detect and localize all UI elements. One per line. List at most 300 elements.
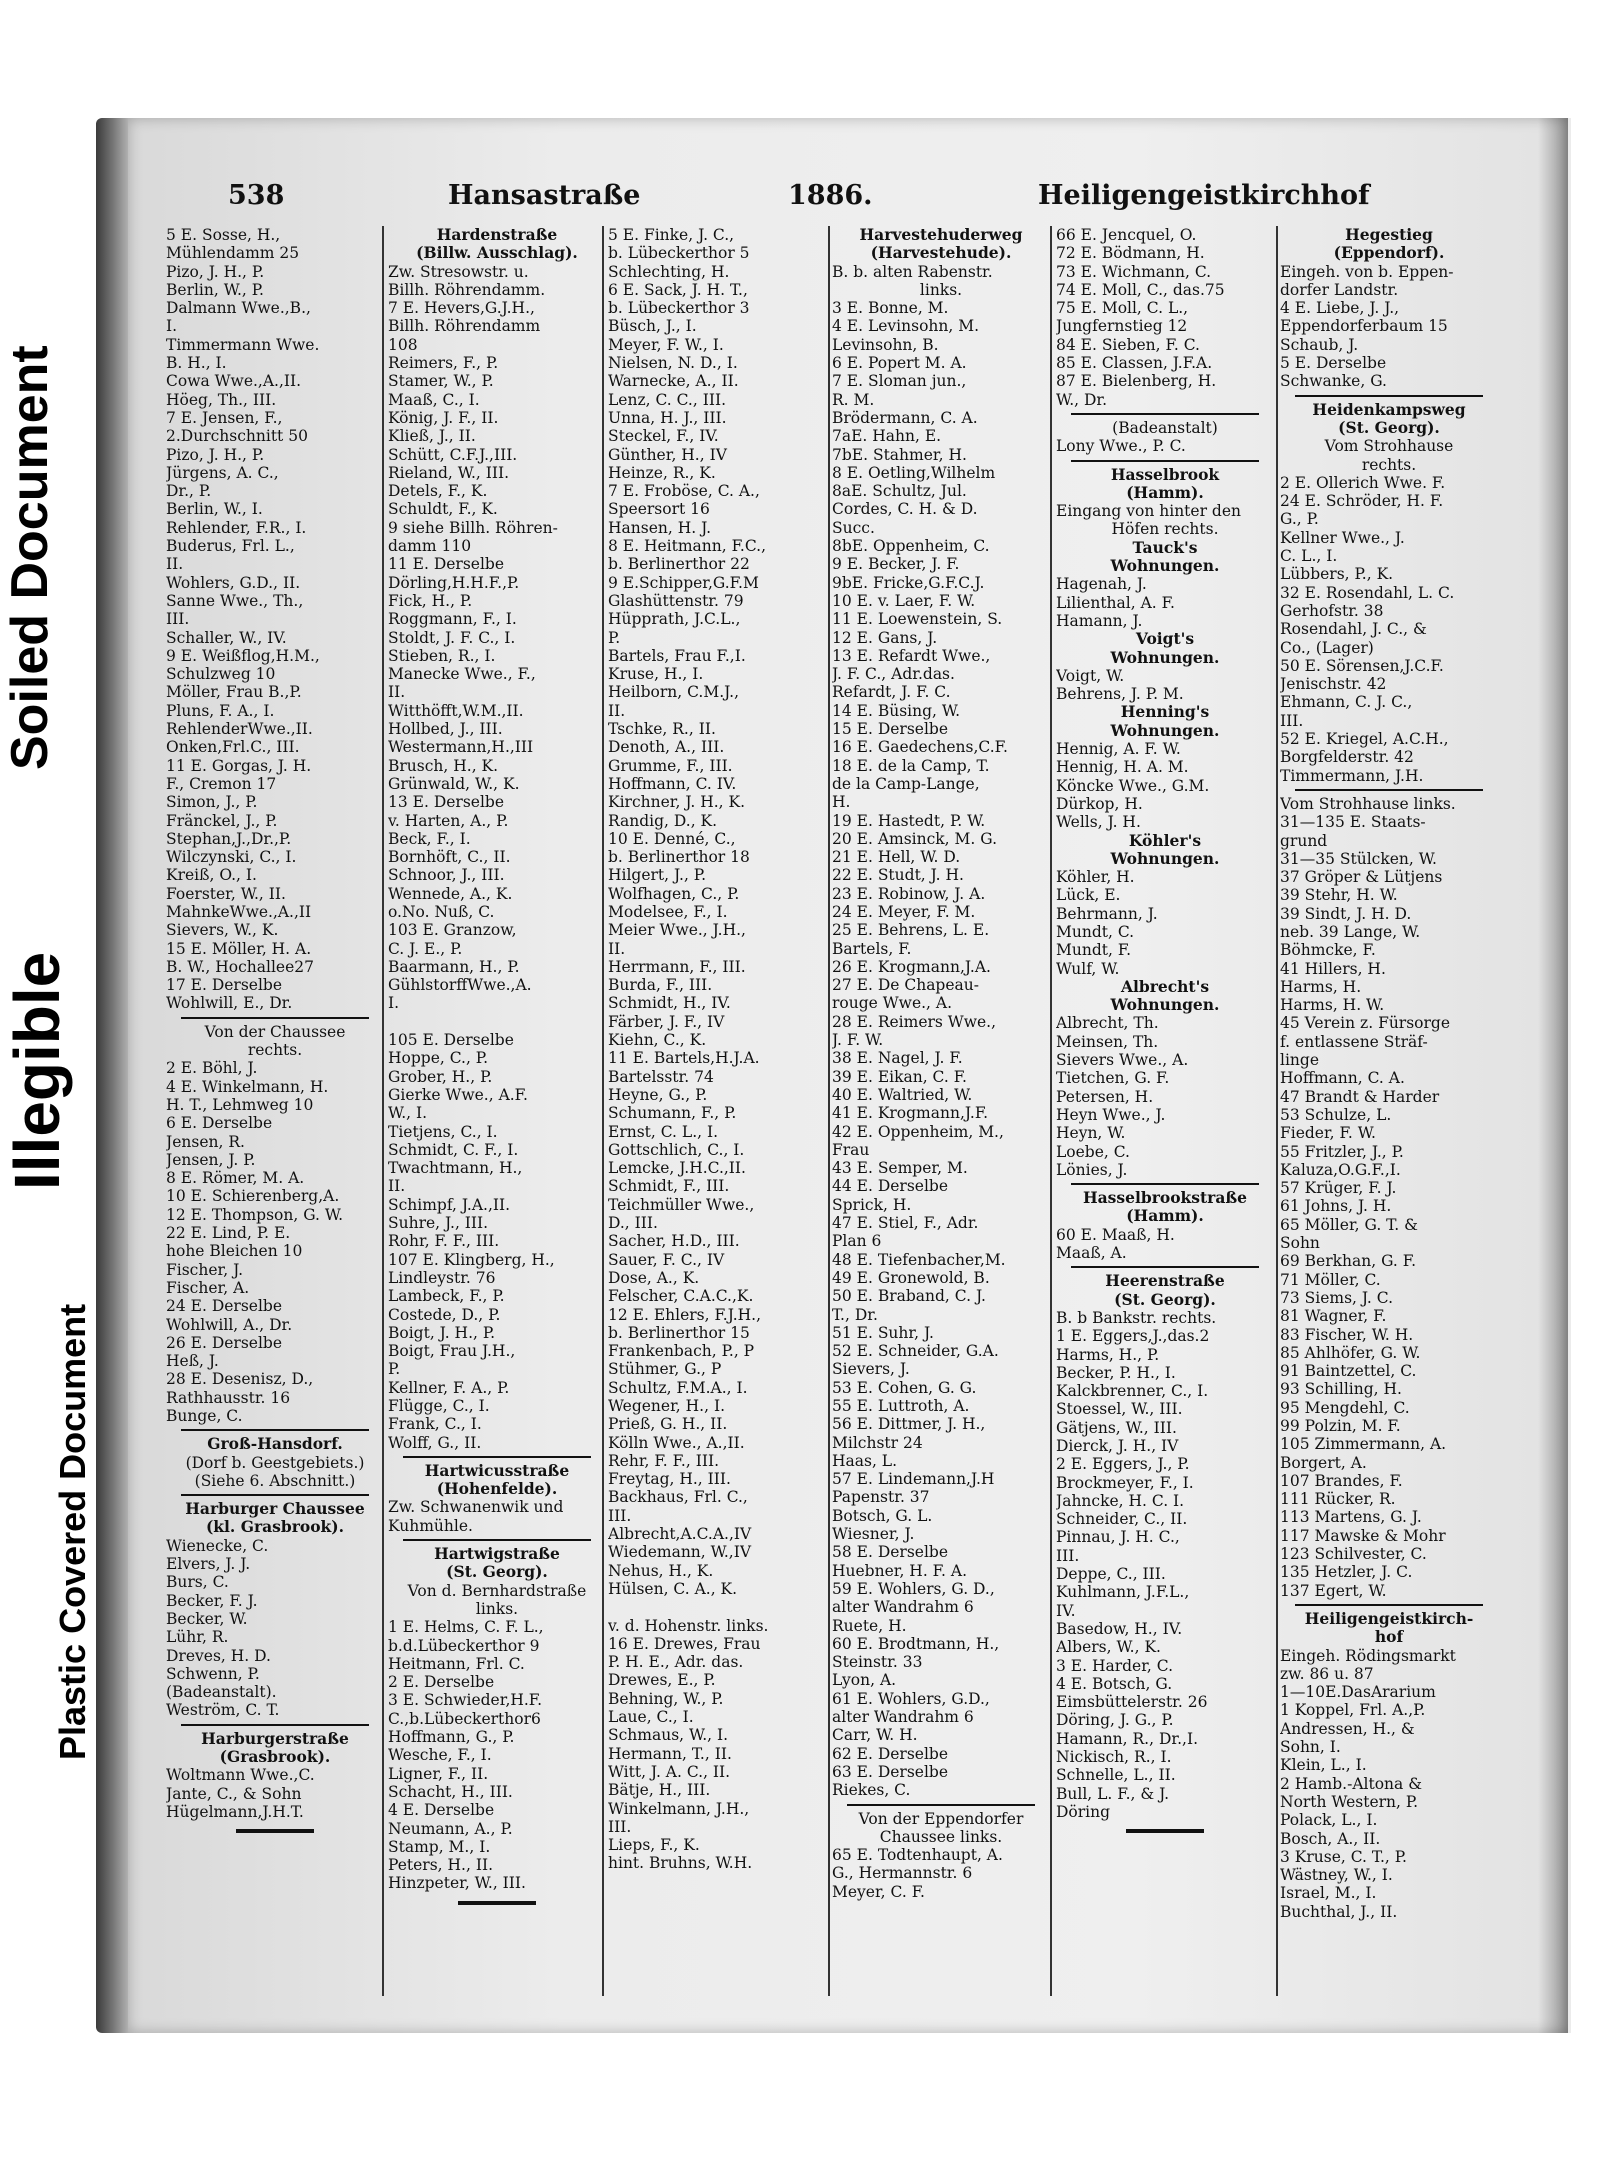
street-heading: (St. Georg). xyxy=(446,1563,548,1582)
directory-entry: Eppendorferbaum 15 xyxy=(1280,317,1448,336)
directory-entry: III. xyxy=(166,610,190,629)
street-heading: (Grasbrook). xyxy=(219,1748,331,1767)
directory-entry: 123 Schilvester, C. xyxy=(1280,1545,1427,1564)
directory-entry: 2 E. Böhl, J. xyxy=(166,1059,258,1078)
directory-entry: 3 E. Bonne, M. xyxy=(832,299,949,318)
directory-entry: links. xyxy=(919,280,963,299)
directory-entry: Schnoor, J., III. xyxy=(388,866,505,885)
directory-entry: 44 E. Derselbe xyxy=(832,1177,949,1196)
directory-entry: C. J. E., P. xyxy=(388,939,463,958)
directory-entry: Fischer, J. xyxy=(166,1260,244,1279)
directory-entry: Drewes, E., P. xyxy=(608,1671,716,1690)
directory-entry: Vom Strohhause links. xyxy=(1280,794,1456,813)
directory-entry: 24 E. Derselbe xyxy=(166,1297,283,1316)
directory-entry: Prieß, G. H., II. xyxy=(608,1415,728,1434)
directory-entry: RehlenderWwe.,II. xyxy=(166,720,313,739)
directory-entry: III. xyxy=(608,1817,632,1836)
directory-entry: 7 E. Jensen, F., xyxy=(166,408,283,427)
section-rule xyxy=(181,1429,369,1431)
directory-entry: 40 E. Waltried, W. xyxy=(832,1085,973,1104)
section-rule xyxy=(1295,789,1483,791)
directory-entry: Pizo, J. H., P. xyxy=(166,445,265,464)
directory-entry: Eingeh. von b. Eppen- xyxy=(1280,262,1454,281)
directory-entry: Herrmann, F., III. xyxy=(608,957,746,976)
directory-entry: Grumme, F., III. xyxy=(608,756,733,775)
directory-entry: Heß, J. xyxy=(166,1352,219,1371)
directory-entry: 39 Stehr, H. W. xyxy=(1280,886,1398,905)
column-3 xyxy=(608,226,826,1996)
directory-entry: Frankenbach, P., P xyxy=(608,1342,755,1361)
directory-entry: 21 E. Hell, W. D. xyxy=(832,848,961,867)
directory-entry: Jensen, J. P. xyxy=(166,1150,256,1169)
directory-entry: Klein, L., I. xyxy=(1280,1756,1367,1775)
directory-entry: Winkelmann, J.H., xyxy=(608,1799,750,1818)
directory-entry: W., I. xyxy=(388,1104,428,1123)
directory-entry: 87 E. Bielenberg, H. xyxy=(1056,372,1217,391)
directory-entry: Möller, Frau B.,P. xyxy=(166,683,302,702)
directory-entry: Simon, J., P. xyxy=(166,793,258,812)
directory-entry: Milchstr 24 xyxy=(832,1433,923,1452)
directory-entry: Deppe, C., III. xyxy=(1056,1565,1166,1584)
directory-entry: Rosendahl, J. C., & xyxy=(1280,620,1427,639)
directory-entry: Schimpf, J.A.,II. xyxy=(388,1195,511,1214)
directory-entry: Stephan,J.,Dr.,P. xyxy=(166,829,292,848)
directory-entry: Israel, M., I. xyxy=(1280,1884,1377,1903)
directory-entry: Laue, C., I. xyxy=(608,1708,694,1727)
column-divider xyxy=(602,226,604,1996)
directory-entry: Foerster, W., II. xyxy=(166,884,286,903)
directory-entry: 24 E. Meyer, F. M. xyxy=(832,902,976,921)
directory-entry: Grober, H., P. xyxy=(388,1067,493,1086)
section-rule xyxy=(458,1901,536,1905)
section-rule xyxy=(1071,460,1259,462)
directory-entry: 48 E. Tiefenbacher,M. xyxy=(832,1250,1006,1269)
directory-entry: Wohlwill, E., Dr. xyxy=(166,994,293,1013)
directory-entry: Andressen, H., & xyxy=(1280,1719,1415,1738)
directory-entry: Kließ, J., II. xyxy=(388,427,476,446)
directory-entry: Schmidt, F., III. xyxy=(608,1177,730,1196)
directory-entry: H. T., Lehmweg 10 xyxy=(166,1095,314,1114)
street-heading: Harburger Chaussee xyxy=(185,1500,365,1519)
directory-entry: Mundt, F. xyxy=(1056,941,1132,960)
directory-entry: Fieder, F. W. xyxy=(1280,1124,1376,1143)
directory-entry: Speersort 16 xyxy=(608,500,710,519)
directory-entry: Timmermann, J.H. xyxy=(1280,766,1424,785)
directory-entry: Kölln Wwe., A.,II. xyxy=(608,1433,745,1452)
directory-entry: Pinnau, J. H. C., xyxy=(1056,1528,1180,1547)
directory-entry: 61 Johns, J. H. xyxy=(1280,1197,1392,1216)
directory-entry: Berlin, W., I. xyxy=(166,500,263,519)
column-2 xyxy=(388,226,606,1996)
directory-entry: Frau xyxy=(832,1140,870,1159)
directory-entry: Brockmeyer, F., I. xyxy=(1056,1473,1194,1492)
column-1 xyxy=(166,226,384,1996)
directory-entry: Sohn, I. xyxy=(1280,1738,1341,1757)
directory-entry: 137 Egert, W. xyxy=(1280,1581,1387,1600)
directory-entry: b. Berlinerthor 22 xyxy=(608,555,750,574)
directory-entry: Lieps, F., K. xyxy=(608,1836,700,1855)
directory-entry: III. xyxy=(1056,1546,1080,1565)
directory-entry: 7aE. Hahn, E. xyxy=(832,427,942,446)
directory-entry: Heyn Wwe., J. xyxy=(1056,1105,1166,1124)
directory-entry: Schmidt, C. F., I. xyxy=(388,1140,519,1159)
directory-entry: Wesche, F., I. xyxy=(388,1746,492,1765)
directory-entry: 20 E. Amsinck, M. G. xyxy=(832,829,998,848)
directory-entry xyxy=(608,1598,826,1616)
directory-entry: Woltmann Wwe.,C. xyxy=(166,1766,315,1785)
directory-entry: P. H. E., Adr. das. xyxy=(608,1653,744,1672)
directory-entry: 10 E. Schierenberg,A. xyxy=(166,1187,340,1206)
directory-entry: 75 E. Moll, C. L., xyxy=(1056,299,1189,318)
directory-entry: 53 E. Cohen, G. G. xyxy=(832,1378,977,1397)
directory-entry: Hoffmann, G., P. xyxy=(388,1728,515,1747)
directory-entry: 1—10E.DasArarium xyxy=(1280,1683,1436,1702)
directory-entry: Kiehn, C., K. xyxy=(608,1031,707,1050)
section-rule xyxy=(1071,1183,1259,1185)
directory-entry: Döring, J. G., P. xyxy=(1056,1711,1174,1730)
directory-entry: 2 E. Derselbe xyxy=(388,1673,495,1692)
directory-entry: Harms, H., P. xyxy=(1056,1345,1160,1364)
directory-entry: Vom Strohhause xyxy=(1324,437,1454,456)
directory-entry: B. H., I. xyxy=(166,354,227,373)
directory-entry: 11 E. Derselbe xyxy=(388,555,505,574)
directory-entry: Tietchen, G. F. xyxy=(1056,1069,1170,1088)
directory-entry: D., III. xyxy=(608,1214,658,1233)
directory-entry: 117 Mawske & Mohr xyxy=(1280,1526,1446,1545)
directory-entry: Wulf, W. xyxy=(1056,959,1120,978)
directory-entry: Wohlwill, A., Dr. xyxy=(166,1315,293,1334)
street-heading: Heerenstraße xyxy=(1105,1272,1225,1291)
directory-entry: Ehmann, C. J. C., xyxy=(1280,693,1413,712)
directory-entry: II. xyxy=(166,555,184,574)
directory-entry: 73 E. Wichmann, C. xyxy=(1056,262,1212,281)
directory-entry: Botsch, G. L. xyxy=(832,1506,933,1525)
directory-entry: Sauer, F. C., IV xyxy=(608,1250,725,1269)
directory-entry: 65 Möller, G. T. & xyxy=(1280,1215,1418,1234)
header-left-title: Hansastraße xyxy=(448,180,641,211)
directory-entry: Schumann, F., P. xyxy=(608,1104,737,1123)
directory-entry: Pluns, F. A., I. xyxy=(166,701,275,720)
column-6 xyxy=(1280,226,1498,1996)
directory-entry: Meinsen, Th. xyxy=(1056,1032,1159,1051)
directory-entry: de la Camp-Lange, xyxy=(832,774,980,793)
street-heading: (St. Georg). xyxy=(1114,1290,1216,1309)
directory-entry: b. Berlinerthor 18 xyxy=(608,848,750,867)
directory-entry: hohe Bleichen 10 xyxy=(166,1242,303,1261)
directory-entry xyxy=(388,1013,606,1031)
directory-entry: 10 E. Denné, C., xyxy=(608,829,736,848)
section-rule xyxy=(403,1456,591,1458)
directory-entry: Dose, A., K. xyxy=(608,1268,700,1287)
directory-entry: Köncke Wwe., G.M. xyxy=(1056,776,1210,795)
directory-entry: 9 E.Schipper,G.F.M xyxy=(608,573,759,592)
directory-entry: 31—35 Stülcken, W. xyxy=(1280,849,1437,868)
directory-entry: Huebner, H. F. A. xyxy=(832,1561,967,1580)
column-5 xyxy=(1056,226,1274,1996)
directory-entry: Stamp, M., I. xyxy=(388,1837,491,1856)
directory-entry: Kuhmühle. xyxy=(388,1516,473,1535)
directory-entry: 4 E. Liebe, J. J., xyxy=(1280,299,1400,318)
directory-entry: Lück, E. xyxy=(1056,886,1121,905)
street-heading: Hasselbrookstraße xyxy=(1082,1189,1248,1208)
directory-entry: W., Dr. xyxy=(1056,390,1108,409)
directory-entry: 107 Brandes, F. xyxy=(1280,1471,1403,1490)
directory-entry: Sanne Wwe., Th., xyxy=(166,591,304,610)
directory-entry: Grünwald, W., K. xyxy=(388,774,520,793)
directory-entry: 57 Krüger, F. J. xyxy=(1280,1179,1397,1198)
directory-entry: rechts. xyxy=(247,1041,303,1060)
directory-entry: 42 E. Oppenheim, M., xyxy=(832,1122,1004,1141)
street-heading: (Hamm). xyxy=(1126,1207,1204,1226)
directory-entry: Fick, H., P. xyxy=(388,591,473,610)
directory-entry: Harms, H. xyxy=(1280,977,1362,996)
directory-entry: Büsch, J., I. xyxy=(608,317,697,336)
directory-entry: Höeg, Th., III. xyxy=(166,390,277,409)
street-heading: Harburgerstraße xyxy=(201,1729,349,1748)
directory-entry: Bartels, F. xyxy=(832,939,912,958)
column-divider xyxy=(1276,226,1278,1996)
directory-entry: 113 Martens, G. J. xyxy=(1280,1508,1422,1527)
directory-entry: Schütt, C.F.J.,III. xyxy=(388,445,518,464)
directory-entry: 85 Ahlhöfer, G. W. xyxy=(1280,1343,1421,1362)
directory-entry: Fischer, A. xyxy=(166,1278,250,1297)
directory-entry: Denoth, A., III. xyxy=(608,738,725,757)
directory-entry: Cordes, C. H. & D. xyxy=(832,500,978,519)
directory-entry: Gottschlich, C., I. xyxy=(608,1140,745,1159)
directory-entry: o.No. Nuß, C. xyxy=(388,902,495,921)
directory-entry: III. xyxy=(608,1506,632,1525)
directory-entry: Bunge, C. xyxy=(166,1407,243,1425)
directory-entry: Ligner, F., II. xyxy=(388,1764,489,1783)
directory-entry: Gätjens, W., III. xyxy=(1056,1418,1177,1437)
section-rule xyxy=(1295,1604,1483,1606)
directory-entry: Westermann,H.,III xyxy=(388,738,534,757)
directory-entry: Beck, F., I. xyxy=(388,829,471,848)
directory-entry: rouge Wwe., A. xyxy=(832,994,953,1013)
directory-entry: Flügge, C., I. xyxy=(388,1397,490,1415)
directory-entry: Refardt, J. F. C. xyxy=(832,683,951,702)
page-header xyxy=(228,180,1398,220)
directory-entry: Nielsen, N. D., I. xyxy=(608,354,738,373)
directory-entry: 4 E. Botsch, G. xyxy=(1056,1674,1173,1693)
column-4 xyxy=(832,226,1050,1996)
directory-entry: grund xyxy=(1280,831,1328,850)
directory-entry: 65 E. Todtenhaupt, A. xyxy=(832,1846,1003,1865)
directory-entry: G., Hermannstr. 6 xyxy=(832,1864,973,1883)
directory-entry: 32 E. Rosendahl, L. C. xyxy=(1280,583,1455,602)
directory-entry: 12 E. Gans, J. xyxy=(832,628,938,647)
directory-entry: Sievers Wwe., A. xyxy=(1056,1051,1189,1070)
directory-entry: neb. 39 Lange, W. xyxy=(1280,922,1421,941)
street-heading: Tauck's xyxy=(1132,538,1198,557)
column-divider xyxy=(382,226,384,1996)
directory-entry: Meyer, F. W., I. xyxy=(608,335,724,354)
directory-entry: Tschke, R., II. xyxy=(608,720,716,739)
section-rule xyxy=(403,1539,591,1541)
directory-entry: Färber, J. F., IV xyxy=(608,1012,725,1031)
directory-entry: Wilczynski, C., I. xyxy=(166,848,297,867)
directory-entry: Boigt, Frau J.H., xyxy=(388,1342,516,1361)
directory-entry: Ernst, C. L., I. xyxy=(608,1122,719,1141)
directory-entry: Polack, L., I. xyxy=(1280,1811,1378,1830)
directory-entry: 57 E. Lindemann,J.H xyxy=(832,1470,995,1489)
directory-entry: 3 E. Schwieder,H.F. xyxy=(388,1691,543,1710)
directory-entry: Wennede, A., K. xyxy=(388,884,513,903)
directory-entry: Kirchner, J. H., K. xyxy=(608,793,745,812)
column-divider xyxy=(828,226,830,1996)
directory-entry: Buchthal, J., II. xyxy=(1280,1902,1398,1921)
directory-entry: alter Wandrahm 6 xyxy=(832,1598,974,1617)
directory-entry: Hansen, H. J. xyxy=(608,518,712,537)
street-heading: Hartwicusstraße xyxy=(424,1461,570,1480)
directory-entry: 52 E. Schneider, G.A. xyxy=(832,1342,999,1361)
directory-entry: 6 E. Derselbe xyxy=(166,1114,273,1133)
directory-entry: 95 Mengdehl, C. xyxy=(1280,1398,1410,1417)
directory-entry: 14 E. Büsing, W. xyxy=(832,701,961,720)
directory-entry: Dreves, H. D. xyxy=(166,1646,271,1665)
directory-entry: Jürgens, A. C., xyxy=(166,463,279,482)
directory-entry: J. F. W. xyxy=(832,1031,884,1050)
street-heading: Wohnungen. xyxy=(1110,849,1220,868)
directory-entry: 58 E. Derselbe xyxy=(832,1543,949,1562)
directory-entry: 63 E. Derselbe xyxy=(832,1762,949,1781)
directory-entry: 1 E. Helms, C. F. L., xyxy=(388,1618,544,1637)
directory-entry: 84 E. Sieben, F. C. xyxy=(1056,335,1200,354)
directory-entry: Hoppe, C., P. xyxy=(388,1049,489,1068)
directory-entry: 53 Schulze, L. xyxy=(1280,1105,1392,1124)
directory-entry: J. F. C., Adr.das. xyxy=(832,665,955,684)
directory-entry: links. xyxy=(475,1599,519,1618)
section-rule xyxy=(181,1017,369,1019)
directory-entry: 4 E. Winkelmann, H. xyxy=(166,1077,329,1096)
directory-entry: 11 E. Bartels,H.J.A. xyxy=(608,1049,760,1068)
directory-entry: Rieland, W., III. xyxy=(388,463,510,482)
directory-entry: 69 Berkhan, G. F. xyxy=(1280,1252,1417,1271)
directory-entry: 8bE. Oppenheim, C. xyxy=(832,537,990,556)
directory-entry: Schuldt, F., K. xyxy=(388,500,498,519)
directory-entry: Fränckel, J., P. xyxy=(166,811,278,830)
street-heading: (Billw. Ausschlag). xyxy=(416,244,578,263)
directory-entry: Borgfelderstr. 42 xyxy=(1280,748,1414,767)
directory-entry: 37 Gröper & Lütjens xyxy=(1280,868,1443,887)
directory-entry: 31—135 E. Staats- xyxy=(1280,813,1426,832)
street-heading: Köhler's xyxy=(1128,831,1202,850)
directory-entry: Petersen, H. xyxy=(1056,1087,1154,1106)
directory-entry: b.d.Lübeckerthor 9 xyxy=(388,1636,540,1655)
directory-entry: 1 Koppel, Frl. A.,P. xyxy=(1280,1701,1426,1720)
directory-entry: König, J. F., II. xyxy=(388,408,499,427)
directory-entry: Kaluza,O.G.F.,I. xyxy=(1280,1160,1401,1179)
directory-entry: 47 Brandt & Harder xyxy=(1280,1087,1440,1106)
directory-entry: 3 Kruse, C. T., P. xyxy=(1280,1847,1407,1866)
directory-entry: Teichmüller Wwe., xyxy=(608,1195,755,1214)
directory-entry: Detels, F., K. xyxy=(388,482,488,501)
section-rule xyxy=(1071,413,1259,415)
directory-entry: 38 E. Nagel, J. F. xyxy=(832,1049,963,1068)
directory-entry: 81 Wagner, F. xyxy=(1280,1307,1387,1326)
directory-entry: Succ. xyxy=(832,518,875,537)
directory-entry: Warnecke, A., II. xyxy=(608,372,739,391)
directory-entry: Lambeck, F., P. xyxy=(388,1287,505,1306)
street-heading: Hartwigstraße xyxy=(434,1545,560,1564)
directory-entry: (Dorf b. Geestgebiets.) xyxy=(185,1453,365,1472)
directory-entry: 10 E. v. Laer, F. W. xyxy=(832,591,976,610)
directory-entry: 9 E. Becker, J. F. xyxy=(832,555,960,574)
directory-entry: 8 E. Heitmann, F.C., xyxy=(608,537,767,556)
directory-entry: Rathhausstr. 16 xyxy=(166,1388,291,1407)
directory-entry: Becker, P. H., I. xyxy=(1056,1363,1176,1382)
directory-entry: 60 E. Brodtmann, H., xyxy=(832,1634,1000,1653)
directory-entry: Cowa Wwe.,A.,II. xyxy=(166,372,302,391)
section-rule xyxy=(1295,395,1483,397)
illegible-label: Illegible xyxy=(1,951,73,1190)
directory-entry: Modelsee, F., I. xyxy=(608,902,728,921)
directory-entry: Bätje, H., III. xyxy=(608,1781,711,1800)
column-divider xyxy=(1050,226,1052,1996)
directory-entry: 5 E. Finke, J. C., xyxy=(608,226,735,244)
directory-entry: Maaß, C., I. xyxy=(388,390,480,409)
directory-entry: Bartels, Frau F.,I. xyxy=(608,646,746,665)
directory-entry: zw. 86 u. 87 xyxy=(1280,1664,1374,1683)
directory-entry: Albers, W., K. xyxy=(1056,1638,1161,1657)
directory-entry: Becker, F. J. xyxy=(166,1591,258,1610)
directory-entry: F., Cremon 17 xyxy=(166,774,277,793)
directory-entry: Berlin, W., P. xyxy=(166,280,264,299)
directory-entry: Sprick, H. xyxy=(832,1195,912,1214)
directory-entry: 11 E. Loewenstein, S. xyxy=(832,610,1003,629)
directory-entry: Bosch, A., II. xyxy=(1280,1829,1381,1848)
directory-entry: Lilienthal, A. F. xyxy=(1056,593,1175,612)
directory-entry: Von der Chaussee xyxy=(204,1022,346,1041)
directory-entry: GühlstorffWwe.,A. xyxy=(388,976,532,995)
directory-entry: 103 E. Granzow, xyxy=(388,921,517,940)
directory-entry: Borgert, A. xyxy=(1280,1453,1367,1472)
directory-entry: Meier Wwe., J.H., xyxy=(608,921,746,940)
directory-entry: 105 Zimmermann, A. xyxy=(1280,1435,1447,1454)
street-heading: (St. Georg). xyxy=(1338,418,1440,437)
directory-entry: Steinstr. 33 xyxy=(832,1653,923,1672)
directory-entry: Behrens, J. P. M. xyxy=(1056,685,1184,704)
directory-entry: Freytag, H., III. xyxy=(608,1470,731,1489)
directory-entry: dorfer Landstr. xyxy=(1280,280,1399,299)
directory-entry: 108 xyxy=(388,335,418,354)
directory-entry: Eimsbüttelerstr. 26 xyxy=(1056,1693,1208,1712)
directory-entry: Riekes, C. xyxy=(832,1781,911,1800)
directory-entry: Wolff, G., II. xyxy=(388,1433,482,1452)
directory-entry: Wegener, H., I. xyxy=(608,1397,725,1415)
directory-entry: 85 E. Classen, J.F.A. xyxy=(1056,354,1213,373)
directory-entry: Jungfernstieg 12 xyxy=(1056,317,1188,336)
section-rule xyxy=(236,1829,314,1833)
directory-entry: 13 E. Derselbe xyxy=(388,793,505,812)
directory-entry: 25 E. Behrens, L. E. xyxy=(832,921,990,940)
directory-entry: Baarmann, H., P. xyxy=(388,957,520,976)
section-rule xyxy=(1126,1829,1204,1833)
directory-entry: Jenischstr. 42 xyxy=(1280,675,1387,694)
plastic-covered-document-label: Plastic Covered Document xyxy=(52,1303,93,1760)
directory-entry: Zw. Schwanenwik und xyxy=(388,1498,564,1517)
directory-entry: Papenstr. 37 xyxy=(832,1488,930,1507)
directory-entry: Schwanke, G. xyxy=(1280,372,1387,391)
directory-entry: Billh. Röhrendamm xyxy=(388,317,541,336)
directory-entry: Hamann, R., Dr.,I. xyxy=(1056,1729,1199,1748)
directory-entry: 27 E. De Chapeau- xyxy=(832,976,979,995)
directory-entry: Suhre, J., III. xyxy=(388,1214,489,1233)
directory-entry: v. Harten, A., P. xyxy=(388,811,509,830)
directory-entry: Burs, C. xyxy=(166,1573,229,1592)
section-rule xyxy=(181,1494,369,1496)
directory-entry: Stoldt, J. F. C., I. xyxy=(388,628,516,647)
